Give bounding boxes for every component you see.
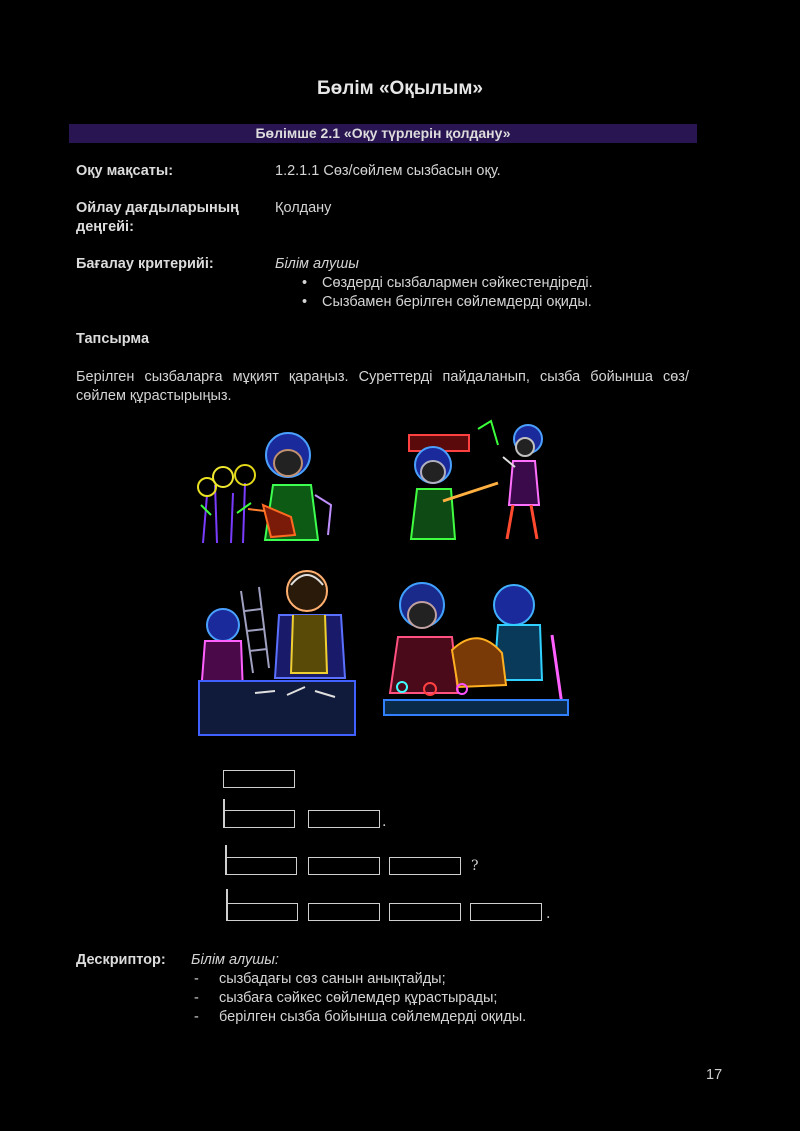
descriptor-item: - берілген сызба бойынша сөйлемдерді оқиды.: [192, 1008, 526, 1027]
thinking-level-value: Қолдану: [275, 200, 332, 216]
criteria-intro: Білім алушы: [275, 256, 359, 272]
criteria-item: • Сызбамен берілген сөйлемдерді оқиды.: [298, 293, 593, 312]
scheme-word-box: [226, 903, 298, 921]
task-label: Тапсырма: [76, 331, 150, 347]
descriptor-label: Дескриптор:: [76, 952, 166, 968]
criteria-item: • Сөздерді сызбалармен сәйкестендіреді.: [298, 274, 593, 293]
scheme-word-box: [308, 857, 380, 875]
scheme-word-box: [389, 857, 461, 875]
scheme-word-box: [308, 810, 380, 828]
scheme-word-box: [225, 857, 297, 875]
task-text: Берілген сызбаларға мұқият қараңыз. Суреттерді пайдаланып, сызба бойынша сөз/сөйлем құрастырыңыз.: [76, 369, 689, 404]
scheme-period: .: [382, 814, 387, 830]
goal-label: Оқу мақсаты:: [76, 163, 174, 179]
page-title: Бөлім «Оқылым»: [317, 78, 483, 99]
grandpa-and-child-image: [195, 563, 357, 740]
scheme-period: .: [546, 906, 551, 922]
descriptor-item: - сызбадағы сөз санын анықтайды;: [192, 970, 526, 989]
criteria-list: [298, 274, 593, 312]
kids-playing-music-image: [403, 417, 551, 542]
thinking-level-label-1: Ойлау дағдыларының: [76, 200, 239, 216]
subsection-bar: Бөлімше 2.1 «Оқу түрлерін қолдану»: [69, 124, 697, 143]
descriptor-list: [192, 970, 526, 1027]
criteria-label: Бағалау критерийі:: [76, 256, 214, 272]
scheme-word-box: [223, 810, 295, 828]
scheme-word-box: [223, 770, 295, 788]
page-number: 17: [706, 1067, 723, 1083]
descriptor-intro: Білім алушы:: [191, 952, 279, 968]
scheme-question-mark: ?: [471, 858, 479, 874]
scheme-word-box: [389, 903, 461, 921]
girls-sewing-image: [382, 575, 570, 737]
goal-value: 1.2.1.1 Сөз/сөйлем сызбасын оқу.: [275, 163, 501, 179]
thinking-level-label-2: деңгейі:: [76, 219, 134, 235]
scheme-word-box: [470, 903, 542, 921]
scheme-word-box: [308, 903, 380, 921]
girl-watering-flowers-image: [193, 425, 353, 543]
descriptor-item: - сызбаға сәйкес сөйлемдер құрастырады;: [192, 989, 526, 1008]
